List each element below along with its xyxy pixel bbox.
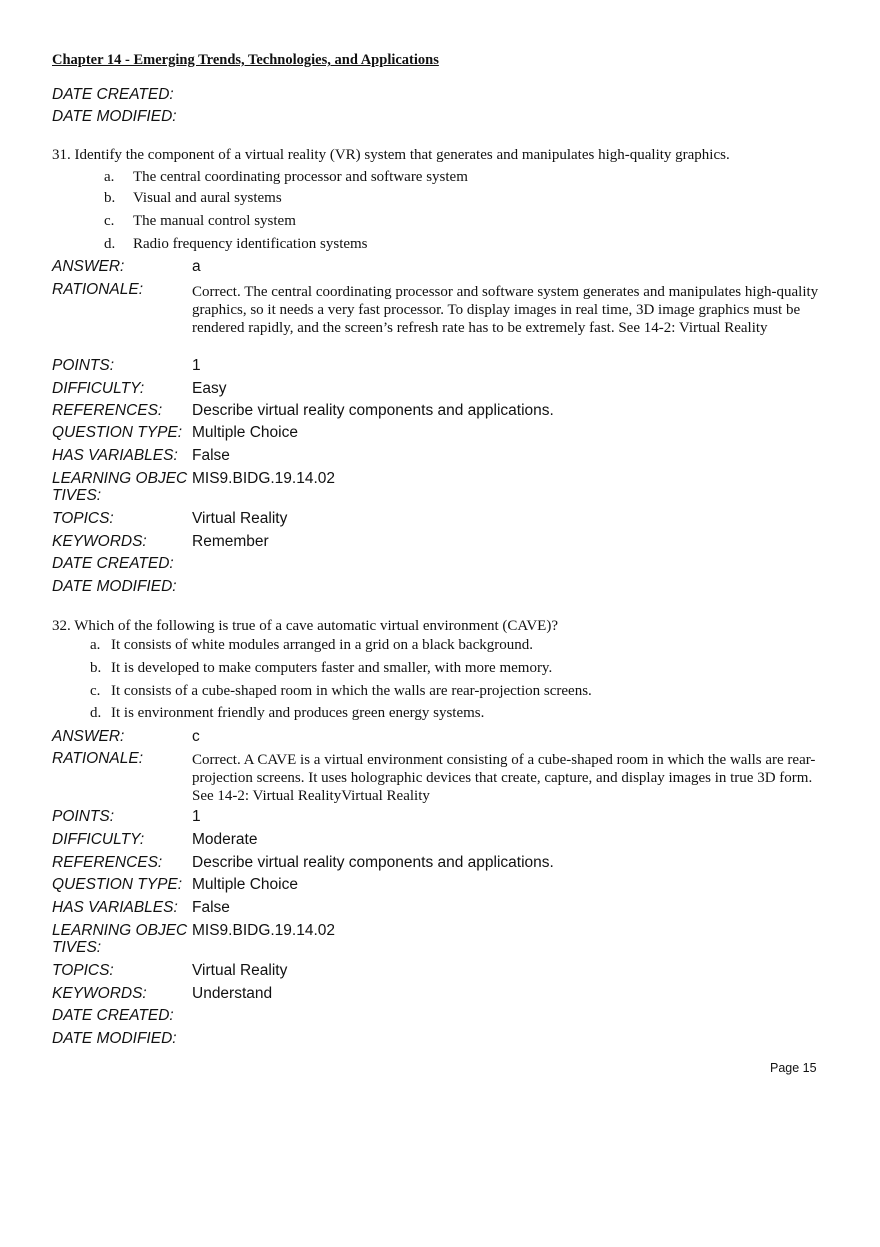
topics-value: Virtual Reality (192, 510, 288, 527)
difficulty-value: Moderate (192, 831, 258, 848)
keywords-label: KEYWORDS: (52, 533, 147, 550)
has-variables-value: False (192, 447, 230, 464)
question-31-option-d (104, 236, 368, 253)
keywords-value: Remember (192, 533, 269, 550)
question-type-label: QUESTION TYPE: (52, 876, 183, 893)
topics-value: Virtual Reality (192, 962, 288, 979)
learning-objectives-label: LEARNING OBJEC TIVES: (52, 922, 188, 956)
difficulty-label: DIFFICULTY: (52, 380, 145, 397)
answer-label: ANSWER: (52, 258, 125, 275)
points-label: POINTS: (52, 808, 115, 825)
question-32-option-a (90, 637, 533, 654)
answer-value: c (192, 728, 200, 745)
rationale-label: RATIONALE: (52, 281, 144, 298)
option-letter: a. (90, 637, 101, 653)
question-31-option-b (104, 190, 282, 207)
chapter-title: Chapter 14 - Emerging Trends, Technologies, and Applications (52, 52, 439, 68)
date-created-label: DATE CREATED: (52, 555, 174, 572)
difficulty-value: Easy (192, 380, 227, 397)
keywords-value: Understand (192, 985, 273, 1002)
date-modified-label: DATE MODIFIED: (52, 108, 177, 125)
option-letter: b. (104, 190, 116, 206)
keywords-label: KEYWORDS: (52, 985, 147, 1002)
option-text: The manual control system (133, 213, 296, 229)
option-text: Visual and aural systems (133, 190, 282, 206)
learning-objectives-value: MIS9.BIDG.19.14.02 (192, 922, 336, 939)
difficulty-label: DIFFICULTY: (52, 831, 145, 848)
question-31-rationale-text: Correct. The central coordinating processor and software system generates and manipulates high-quality graphics, so it needs a very fast processor. To display images in real time, 3D image graphics must be rendered rapidly, and the screen’s refresh rate has to be extremely fast. See 14-2: Virtual Reality (192, 284, 819, 336)
option-letter: c. (104, 213, 115, 229)
option-text: The central coordinating processor and software system (133, 169, 468, 185)
option-letter: c. (90, 683, 101, 699)
option-text: Radio frequency identification systems (133, 236, 368, 252)
has-variables-label: HAS VARIABLES: (52, 899, 178, 916)
learning-objectives-value: MIS9.BIDG.19.14.02 (192, 470, 336, 487)
question-type-value: Multiple Choice (192, 424, 298, 441)
question-32-option-d (90, 705, 484, 722)
learning-objectives-label: LEARNING OBJEC TIVES: (52, 470, 188, 504)
option-letter: d. (90, 705, 102, 721)
points-label: POINTS: (52, 357, 115, 374)
date-modified-label: DATE MODIFIED: (52, 1030, 177, 1047)
points-value: 1 (192, 808, 201, 825)
topics-label: TOPICS: (52, 510, 114, 527)
question-32-option-b (90, 660, 552, 677)
topics-label: TOPICS: (52, 962, 114, 979)
question-31-stem: 31. Identify the component of a virtual reality (VR) system that generates and manipulates high-quality graphics. (52, 147, 730, 163)
has-variables-label: HAS VARIABLES: (52, 447, 178, 464)
option-text: It is developed to make computers faster and smaller, with more memory. (111, 660, 553, 676)
option-text: It is environment friendly and produces green energy systems. (111, 705, 485, 721)
page-number: Page 15 (770, 1061, 817, 1075)
date-created-label: DATE CREATED: (52, 1007, 174, 1024)
option-letter: a. (104, 169, 115, 185)
date-modified-label: DATE MODIFIED: (52, 578, 177, 595)
answer-value: a (192, 258, 201, 275)
references-value: Describe virtual reality components and applications. (192, 854, 554, 871)
question-31-option-c (104, 213, 296, 230)
question-32-rationale-text: Correct. A CAVE is a virtual environment consisting of a cube-shaped room in which the walls are rear-projection screens. It uses holographic devices that create, capture, and display images in true 3D form. See 14-2: Virtual RealityVirtual Reality (192, 752, 816, 804)
question-32-stem: 32. Which of the following is true of a cave automatic virtual environment (CAVE)? (52, 618, 558, 634)
references-label: REFERENCES: (52, 854, 163, 871)
option-text: It consists of a cube-shaped room in which the walls are rear-projection screens. (111, 683, 592, 699)
option-letter: b. (90, 660, 102, 676)
option-text: It consists of white modules arranged in a grid on a black background. (111, 637, 533, 653)
has-variables-value: False (192, 899, 230, 916)
question-31-option-a (104, 169, 468, 186)
option-letter: d. (104, 236, 116, 252)
points-value: 1 (192, 357, 201, 374)
references-label: REFERENCES: (52, 402, 163, 419)
answer-label: ANSWER: (52, 728, 125, 745)
question-type-value: Multiple Choice (192, 876, 298, 893)
references-value: Describe virtual reality components and applications. (192, 402, 554, 419)
date-created-label: DATE CREATED: (52, 86, 174, 103)
rationale-label: RATIONALE: (52, 750, 144, 767)
question-32-option-c (90, 683, 592, 700)
question-type-label: QUESTION TYPE: (52, 424, 183, 441)
